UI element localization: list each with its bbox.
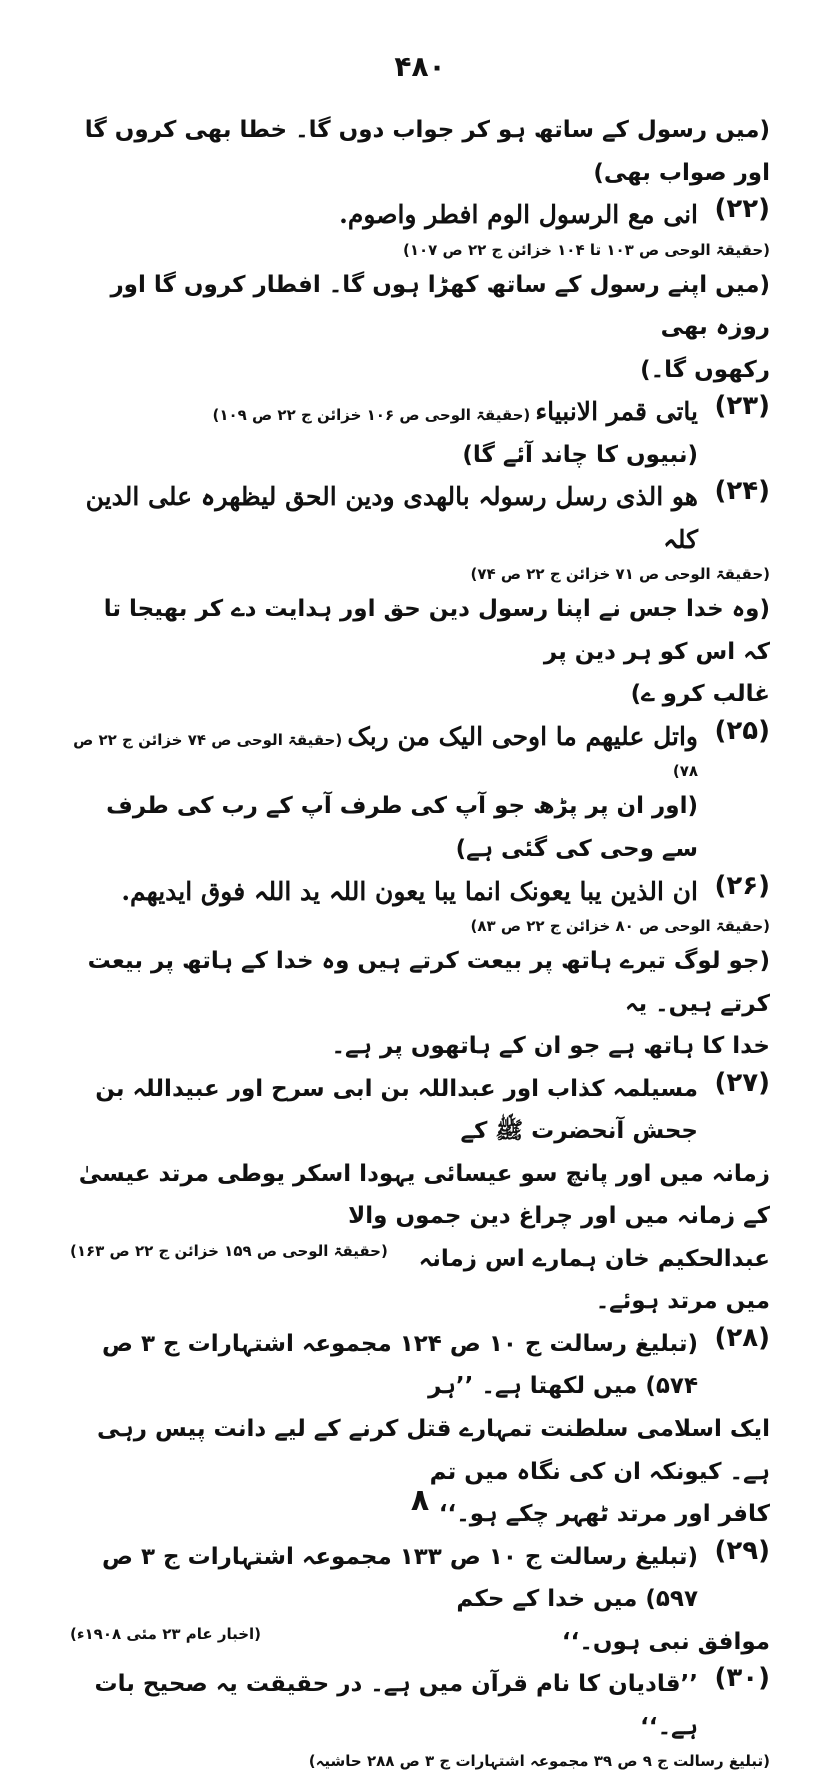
entry-number: (۲۹) bbox=[714, 1535, 770, 1566]
urdu-text: (تبلیغ رسالت ج ۱۰ ص ۱۳۳ مجموعہ اشتہارات ج ۳ ص ۵۹۷) میں خدا کے حکم bbox=[102, 1543, 698, 1613]
entry-number: (۲۴) bbox=[714, 476, 770, 507]
urdu-text: زمانہ میں اور پانچ سو عیسائی یہودا اسکر یوطی مرتد عیسیٰ کے زمانہ میں اور چراغ دین جموں والا bbox=[78, 1160, 770, 1230]
translation-21: (میں رسول کے ساتھ ہو کر جواب دوں گا۔ خطا بھی کروں گا اور صواب بھی) bbox=[84, 117, 770, 186]
reference: (تبلیغ رسالت ج ۹ ص ۳۹ مجموعہ اشتہارات ج ۳ ص ۲۸۸ حاشیہ) bbox=[308, 1752, 770, 1771]
translation-line: (وہ خدا جس نے اپنا رسول دین حق اور ہدایت دے کر بھیجا تا کہ اس کو ہر دین پر bbox=[103, 596, 770, 665]
entry-29-end bbox=[70, 1621, 770, 1664]
reference: (حقیقۃ الوحی ص ۷۴ خزائن ج ۲۲ ص ۷۸) bbox=[73, 730, 698, 781]
entry-number: (۳۰) bbox=[714, 1663, 770, 1694]
entry-24 bbox=[70, 476, 770, 561]
entry-number: (۲۳) bbox=[714, 391, 770, 422]
reference: (اخبار عام ۲۳ مئی ۱۹۰۸ء) bbox=[70, 1624, 262, 1643]
reference: (حقیقۃ الوحی ص ۱۰۳ تا ۱۰۴ خزائن ج ۲۲ ص ۱۰۷) bbox=[402, 240, 770, 259]
arabic-text: واتل علیھم ما اوحی الیک من ربک bbox=[347, 721, 698, 751]
entry-29 bbox=[70, 1536, 770, 1621]
entry-27-end bbox=[70, 1238, 770, 1323]
translation-line: (میں اپنے رسول کے ساتھ کھڑا ہوں گا۔ افطار کروں گا اور روزہ بھی bbox=[110, 271, 770, 341]
translation-line: (نبیوں کا چاند آئے گا) bbox=[462, 441, 698, 468]
entry-22 bbox=[70, 194, 770, 237]
entry-27 bbox=[70, 1068, 770, 1153]
arabic-text: ان الذین یبا یعونک انما یبا یعون اللہ ید اللہ فوق ایدیھم. bbox=[121, 876, 698, 906]
entry-23 bbox=[70, 391, 770, 434]
arabic-text: ھو الذی رسل رسولہ بالھدی ودین الحق لیظھرہ علی الدین کلہ bbox=[85, 482, 698, 554]
urdu-text: کافر اور مرتد ٹھہر چکے ہو۔‘‘ bbox=[438, 1501, 770, 1528]
reference: (حقیقۃ الوحی ص ۱۵۹ خزائن ج ۲۲ ص ۱۶۳) bbox=[70, 1241, 388, 1260]
entry-26 bbox=[70, 871, 770, 914]
entry-30 bbox=[70, 1663, 770, 1748]
entry-28 bbox=[70, 1323, 770, 1408]
arabic-text: یاتی قمر الانبیاء bbox=[535, 397, 698, 427]
translation-line: خدا کا ہاتھ ہے جو ان کے ہاتھوں پر ہے۔ bbox=[331, 1033, 770, 1060]
urdu-text: مسیلمہ کذاب اور عبداللہ بن ابی سرح اور عبیداللہ بن جحش آنحضرت ﷺ کے bbox=[95, 1075, 698, 1145]
translation-line: (جو لوگ تیرے ہاتھ پر بیعت کرتے ہیں وہ خدا کے ہاتھ پر بیعت کرتے ہیں۔ یہ bbox=[87, 948, 770, 1017]
translation-line: (اور ان پر پڑھ جو آپ کی طرف آپ کے رب کی طرف سے وحی کی گئی ہے) bbox=[106, 793, 698, 862]
entry-number: (۲۵) bbox=[714, 715, 770, 746]
arabic-text: انی مع الرسول الوم افطر واصوم. bbox=[339, 200, 698, 230]
entry-number: (۲۷) bbox=[714, 1067, 770, 1098]
page-number-bottom: ۸ bbox=[410, 1483, 430, 1518]
translation-line: رکھوں گا۔) bbox=[640, 356, 770, 383]
reference: (حقیقۃ الوحی ص ۸۰ خزائن ج ۲۲ ص ۸۳) bbox=[470, 917, 770, 936]
reference: (حقیقۃ الوحی ص ۷۱ خزائن ج ۲۲ ص ۷۴) bbox=[470, 565, 770, 584]
entry-number: (۲۲) bbox=[714, 194, 770, 225]
entry-25 bbox=[70, 716, 770, 786]
entry-number: (۲۶) bbox=[714, 870, 770, 901]
urdu-text: (تبلیغ رسالت ج ۱۰ ص ۱۲۴ مجموعہ اشتہارات ج ۳ ص ۵۷۴) میں لکھتا ہے۔ ’’ہر bbox=[102, 1330, 698, 1400]
entry-number: (۲۸) bbox=[714, 1322, 770, 1353]
urdu-text: موافق نبی ہوں۔‘‘ bbox=[561, 1628, 770, 1655]
urdu-text: ایک اسلامی سلطنت تمہارے قتل کرنے کے لیے دانت پیس رہی ہے۔ کیونکہ ان کی نگاہ میں تم bbox=[97, 1416, 770, 1485]
page-number-top: ۴۸۰ bbox=[394, 50, 446, 83]
urdu-text: عبدالحکیم خان ہمارے اس زمانہ میں مرتد ہوئے۔ bbox=[418, 1245, 770, 1315]
urdu-text: ’’قادیان کا نام قرآن میں ہے۔ در حقیقت یہ صحیح بات ہے۔‘‘ bbox=[94, 1671, 698, 1740]
reference: (حقیقۃ الوحی ص ۱۰۶ خزائن ج ۲۲ ص ۱۰۹) bbox=[212, 406, 531, 425]
translation-line: غالب کرو ے) bbox=[630, 681, 770, 708]
